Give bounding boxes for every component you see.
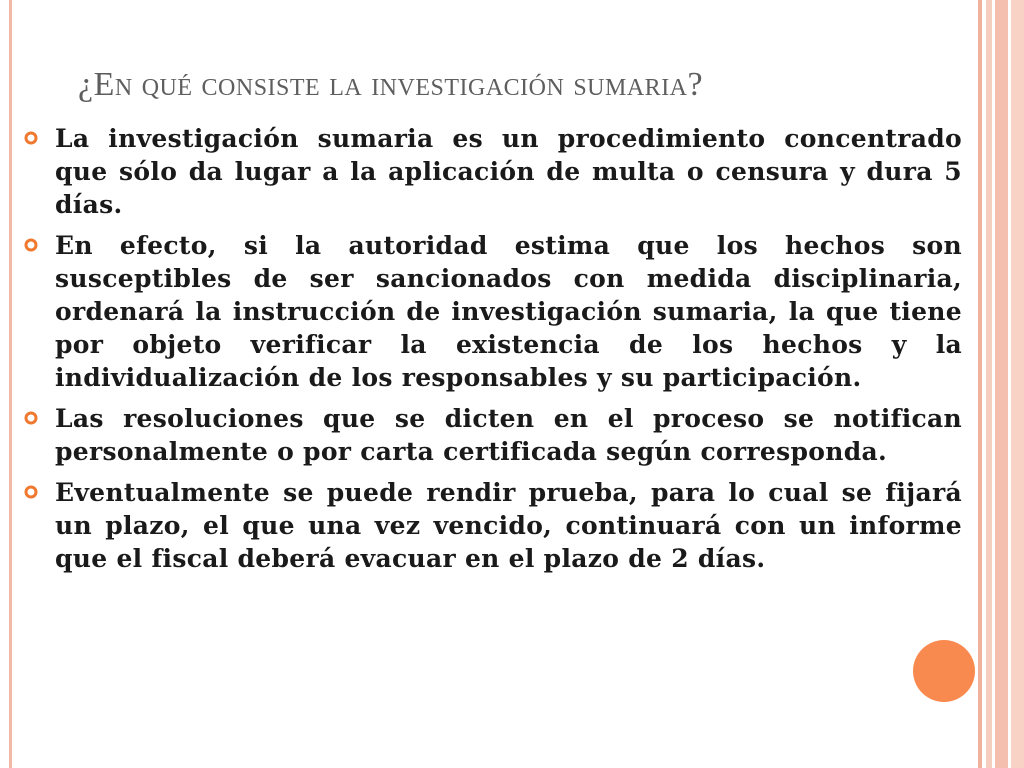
right-border-stripe-1	[978, 0, 982, 768]
bullet-item-4	[22, 476, 962, 575]
decorative-orange-circle	[913, 640, 975, 702]
left-border-stripe	[9, 0, 12, 768]
bullet-list	[22, 122, 962, 583]
right-border-stripe-4	[1011, 0, 1024, 768]
bullet-ring-icon	[24, 238, 38, 252]
bullet-ring-icon	[24, 485, 38, 499]
bullet-item-2	[22, 229, 962, 394]
bullet-ring-icon	[24, 411, 38, 425]
bullet-text: Las resoluciones que se dicten en el proceso se notifican personalmente o por carta certificada según corresponda.	[55, 404, 962, 466]
bullet-text: La investigación sumaria es un procedimiento concentrado que sólo da lugar a la aplicación de multa o censura y dura 5 días.	[55, 124, 962, 219]
bullet-item-1	[22, 122, 962, 221]
slide-title: ¿En qué consiste la investigación sumaria?	[78, 66, 704, 103]
bullet-text: En efecto, si la autoridad estima que los hechos son susceptibles de ser sancionados con medida disciplinaria, ordenará la instrucción de investigación sumaria, la que tiene por objeto verificar la existencia de los hechos y la individualización de los responsables y su participación.	[55, 231, 962, 392]
bullet-item-3	[22, 402, 962, 468]
bullet-text: Eventualmente se puede rendir prueba, para lo cual se fijará un plazo, el que una vez vencido, continuará con un informe que el fiscal deberá evacuar en el plazo de 2 días.	[55, 478, 962, 573]
right-border-stripe-2	[986, 0, 992, 768]
right-border-stripe-3	[995, 0, 1008, 768]
bullet-ring-icon	[24, 131, 38, 145]
